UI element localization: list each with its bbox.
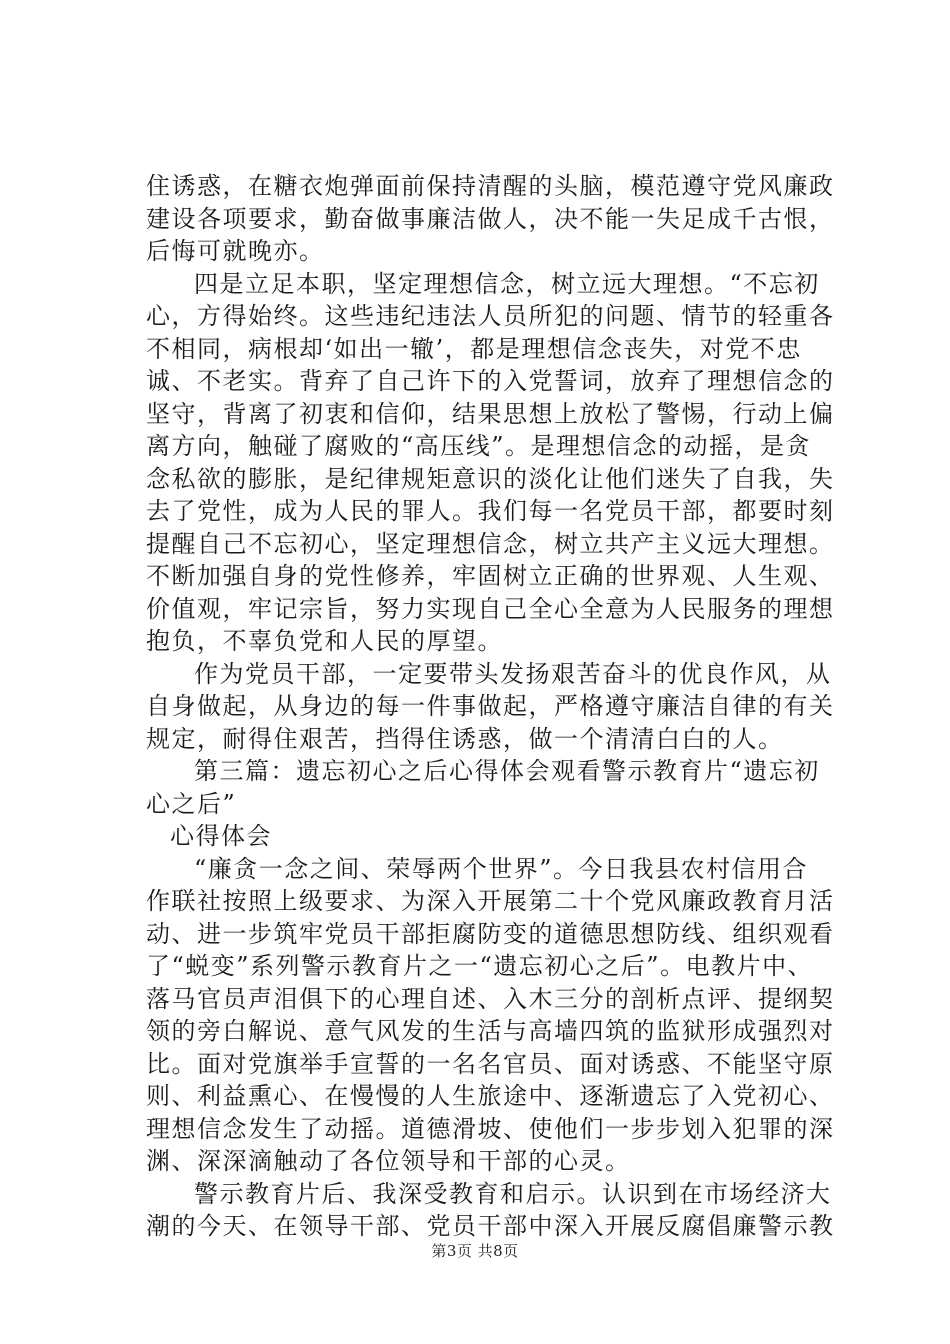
text-line: 提醒自己不忘初心，坚定理想信念，树立共产主义远大理想。 [146, 529, 835, 558]
text-line: 抱负，不辜负党和人民的厚望。 [146, 627, 503, 655]
text-line: 四是立足本职，坚定理想信念，树立远大理想。“不忘初 [194, 269, 820, 298]
text-line: 心之后” [146, 789, 237, 818]
text-line: 坚守，背离了初衷和信仰，结果思想上放松了警惕，行动上偏 [146, 399, 835, 428]
text-line: 警示教育片后、我深受教育和启示。认识到在市场经济大 [194, 1179, 832, 1208]
text-line: 比。面对党旗举手宣誓的一名名官员、面对诱惑、不能坚守原 [146, 1049, 835, 1078]
text-line: 不断加强自身的党性修养，牢固树立正确的世界观、人生观、 [146, 562, 835, 590]
text-line: 作联社按照上级要求、为深入开展第二十个党风廉政教育月活 [146, 887, 835, 915]
text-line: 潮的今天、在领导干部、党员干部中深入开展反腐倡廉警示教 [146, 1212, 835, 1240]
text-line: 第三篇：遗忘初心之后心得体会观看警示教育片“遗忘初 [194, 757, 820, 785]
text-line: 心得体会 [170, 822, 272, 850]
text-line: 规定，耐得住艰苦，挡得住诱惑，做一个清清白白的人。 [146, 724, 784, 753]
text-line: 诚、不老实。背弃了自己许下的入党誓词，放弃了理想信念的 [146, 367, 835, 395]
text-line: 了“蜕变”系列警示教育片之一“遗忘初心之后”。电教片中、 [146, 952, 814, 980]
text-line: 动、进一步筑牢党员干部拒腐防变的道德思想防线、组织观看 [146, 919, 835, 948]
text-line: 理想信念发生了动摇。道德滑坡、使他们一步步划入犯罪的深 [146, 1114, 835, 1143]
text-line: 领的旁白解说、意气风发的生活与高墙四筑的监狱形成强烈对 [146, 1017, 835, 1045]
text-line: 住诱惑，在糖衣炮弹面前保持清醒的头脑，模范遵守党风廉政 [146, 172, 835, 200]
text-line: 落马官员声泪俱下的心理自述、入木三分的剖析点评、提纲契 [146, 984, 835, 1013]
text-line: “廉贪一念之间、荣辱两个世界”。今日我县农村信用合 [194, 854, 809, 883]
text-line: 去了党性，成为人民的罪人。我们每一名党员干部，都要时刻 [146, 497, 835, 525]
text-line: 作为党员干部，一定要带头发扬艰苦奋斗的优良作风，从 [194, 659, 832, 688]
document-body [146, 170, 836, 1243]
text-line: 不相同，病根却‘如出一辙’，都是理想信念丧失，对党不忠 [146, 334, 802, 363]
text-line: 自身做起，从身边的每一件事做起，严格遵守廉洁自律的有关 [146, 692, 835, 720]
page-footer: 第3页 共8页 [431, 1242, 519, 1260]
text-line: 后悔可就晚亦。 [146, 237, 325, 265]
text-line: 离方向，触碰了腐败的“高压线”。是理想信念的动摇，是贪 [146, 432, 812, 460]
text-line: 建设各项要求，勤奋做事廉洁做人，决不能一失足成千古恨， [146, 204, 835, 233]
text-line: 念私欲的膨胀，是纪律规矩意识的淡化让他们迷失了自我，失 [146, 464, 835, 493]
text-line: 心，方得始终。这些违纪违法人员所犯的问题、情节的轻重各 [146, 302, 835, 330]
text-line: 则、利益熏心、在慢慢的人生旅途中、逐渐遗忘了入党初心、 [146, 1082, 835, 1110]
text-line: 价值观，牢记宗旨，努力实现自己全心全意为人民服务的理想 [146, 594, 835, 623]
text-line: 渊、深深滴触动了各位领导和干部的心灵。 [146, 1147, 631, 1175]
